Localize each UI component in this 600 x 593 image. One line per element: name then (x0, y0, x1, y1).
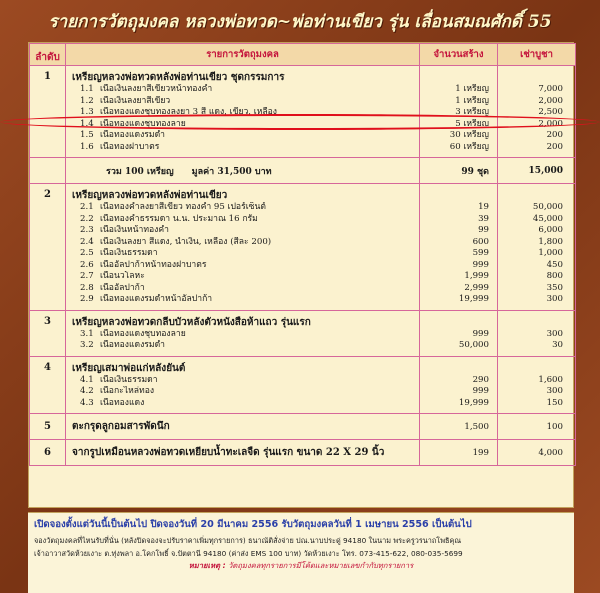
spacer (66, 306, 419, 310)
spacer (66, 153, 419, 157)
item-price: 4,000 (498, 440, 576, 466)
price-table (29, 43, 576, 466)
spacer (498, 352, 575, 356)
header-price: เช่าบูชา (498, 44, 576, 66)
item-number: 3.2 (80, 340, 94, 350)
spacer (498, 66, 575, 84)
item-number: 1.2 (80, 95, 94, 106)
spacer (420, 153, 497, 157)
row-prices (498, 66, 576, 158)
list-item (66, 386, 419, 398)
item-price: 150 (546, 397, 563, 408)
list-item (66, 202, 419, 214)
row-number: 2 (30, 184, 66, 311)
table-row (30, 66, 576, 158)
list-item (66, 260, 419, 272)
footer-notice (28, 512, 574, 593)
row-quantities (420, 356, 498, 414)
summary-row (30, 158, 576, 184)
item-name: เนื้อทองแดง (100, 397, 145, 408)
item-price: 300 (546, 294, 563, 304)
row-items (66, 184, 420, 311)
group-title: เหรียญเสมาพ่อแก่หลังยันต์ (72, 362, 186, 374)
summary-empty (30, 158, 66, 184)
item-name: เนื้ออัลปาก้า (100, 282, 145, 293)
item-name: เนื้อทองคำธรรมดา น.น. ประมาณ 16 กรัม (100, 213, 258, 224)
row-prices (498, 356, 576, 414)
item-number: 3.1 (80, 328, 94, 339)
item-number: 1.6 (80, 141, 94, 152)
item-name: เนื้อทองแดงรมดำหน้าอัลปาก้า (100, 294, 213, 304)
group-title: เหรียญหลวงพ่อทวดหลังพ่อท่านเขียว (72, 190, 228, 201)
list-item (66, 84, 419, 96)
table-body (30, 66, 576, 466)
item-name: เนื้อทองแดงรมดำ (100, 340, 165, 350)
group-title: ตะกรุดลูกอมสารพัดนึก (72, 420, 170, 432)
item-price: 200 (546, 130, 563, 140)
footer-address: เจ้าอาวาสวัดห้วยเงาะ ต.ทุ่งพลา อ.โคกโพธิ์ จ.ปัตตานี 94180 (ค่าส่ง EMS 100 บาท) วัดห้วยเงาะ โทร. 073-415-622, 080-035-5699 (34, 549, 463, 558)
item-qty: 1,999 (464, 271, 489, 281)
item-qty: 600 (472, 236, 489, 247)
group-title: เหรียญหลวงพ่อทวดกลีบบัวหลังตัวหนังสือห้าแถว รุ่นแรก (72, 316, 311, 328)
item-qty: 19,999 (458, 294, 489, 304)
spacer (420, 409, 497, 413)
table-row (30, 440, 576, 466)
spacer (498, 153, 575, 157)
footer-note-label: หมายเหตุ : (188, 561, 226, 570)
list-item (66, 119, 419, 131)
group-title: เหรียญหลวงพ่อทวดหลังพ่อท่านเขียว ชุดกรรมการ (72, 72, 285, 83)
row-items (66, 414, 420, 440)
item-qty: 5 เหรียญ (455, 118, 489, 129)
spacer (420, 357, 497, 375)
item-price: 7,000 (538, 84, 563, 94)
item-qty: 3 เหรียญ (455, 107, 489, 117)
item-qty: 999 (472, 386, 489, 396)
list-item (66, 214, 419, 226)
item-name: เนื้อเงินหน้าทองคำ (100, 225, 169, 235)
footer-note-text: วัตถุมงคลทุกรายการมีโค้ดและหมายเลขกำกับทุกรายการ (228, 561, 414, 570)
page-title: รายการวัตถุมงคล หลวงพ่อทวด~พ่อท่านเขียว รุ่น เลื่อนสมณศักดิ์ 55 (48, 12, 552, 32)
row-number: 6 (30, 440, 66, 466)
item-price: 30 (552, 340, 563, 350)
footer-note (28, 560, 574, 572)
item-price: 6,000 (538, 225, 563, 235)
summary-count: รวม 100 เหรียญ (106, 166, 174, 177)
row-number: 1 (30, 66, 66, 158)
spacer (420, 66, 497, 84)
row-items (66, 356, 420, 414)
item-number: 1.3 (80, 107, 94, 117)
item-name: เนื้อทองแดงชุบทองลงยา 3 สี แดง, เขียว, เหลือง (100, 107, 277, 117)
item-number: 2.4 (80, 236, 94, 247)
table-row (30, 310, 576, 356)
list-item (66, 248, 419, 260)
row-number: 3 (30, 310, 66, 356)
item-number: 2.1 (80, 202, 94, 212)
item-qty: 999 (472, 328, 489, 339)
item-qty: 2,999 (464, 282, 489, 293)
group-title: จากรูปเหมือนหลวงพ่อทวดเหยียบน้ำทะเลจืด รุ่นแรก ขนาด 22 X 29 นิ้ว (72, 446, 385, 458)
list-item (66, 294, 419, 306)
spacer (66, 409, 419, 413)
spacer (498, 357, 575, 375)
header-qty: จำนวนสร้าง (420, 44, 498, 66)
item-price: 100 (498, 414, 576, 440)
list-item (66, 375, 419, 387)
item-price: 450 (546, 259, 563, 270)
list-item (66, 96, 419, 108)
price-list-sheet (28, 42, 574, 508)
row-prices (498, 310, 576, 356)
item-number: 2.6 (80, 259, 94, 270)
summary-label (66, 158, 420, 184)
item-qty: 60 เหรียญ (449, 141, 489, 152)
item-price: 2,000 (538, 95, 563, 106)
footer-dates: เปิดจองตั้งแต่วันนี้เป็นต้นไป ปิดจองวันที่ 20 มีนาคม 2556 รับวัตถุมงคลวันที่ 1 เมษายน 2556 เป็นต้นไป (34, 519, 472, 530)
item-number: 2.7 (80, 271, 94, 281)
item-name: เนื้อกะไหล่ทอง (100, 386, 155, 396)
item-name: เนื้อทองแดงชุบทองลาย (100, 328, 186, 339)
spacer (498, 306, 575, 310)
list-item (66, 107, 419, 119)
item-name: เนื้อเงินลงยา สีแดง, น้ำเงิน, เหลือง (สีละ 200) (100, 236, 272, 247)
item-number: 4.3 (80, 397, 94, 408)
list-item (66, 130, 419, 142)
spacer (420, 311, 497, 329)
item-qty: 599 (472, 248, 489, 258)
list-item (66, 283, 419, 295)
item-number: 1.4 (80, 118, 94, 129)
item-price: 2,000 (538, 118, 563, 129)
item-number: 1.1 (80, 84, 94, 94)
spacer (420, 306, 497, 310)
summary-value: มูลค่า 31,500 บาท (191, 166, 272, 177)
item-name: เนื้อทองฝาบาตร (100, 141, 160, 152)
item-price: 800 (546, 271, 563, 281)
row-items (66, 66, 420, 158)
item-qty: 19 (478, 202, 489, 212)
item-number: 2.8 (80, 282, 94, 293)
spacer (498, 184, 575, 202)
item-qty: 199 (420, 440, 498, 466)
item-qty: 19,999 (458, 397, 489, 408)
list-item (66, 398, 419, 410)
item-price: 45,000 (532, 213, 563, 224)
item-number: 1.5 (80, 130, 94, 140)
item-number: 4.1 (80, 374, 94, 385)
item-price: 2,500 (538, 107, 563, 117)
item-name: เนื้อทองแดงรมดำ (100, 130, 165, 140)
item-price: 300 (546, 328, 563, 339)
list-item (66, 225, 419, 237)
table-row (30, 356, 576, 414)
list-item (66, 271, 419, 283)
list-item (66, 142, 419, 154)
row-quantities (420, 184, 498, 311)
item-price: 200 (546, 141, 563, 152)
item-name: เนื้อทองแดงชุบทองลาย (100, 118, 186, 129)
row-number: 4 (30, 356, 66, 414)
row-quantities (420, 310, 498, 356)
list-item (66, 329, 419, 341)
item-qty: 290 (472, 374, 489, 385)
row-prices (498, 184, 576, 311)
item-number: 2.3 (80, 225, 94, 235)
spacer (498, 409, 575, 413)
item-price: 350 (546, 282, 563, 293)
spacer (498, 311, 575, 329)
row-quantities (420, 66, 498, 158)
header-name: รายการวัตถุมงคล (66, 44, 420, 66)
item-name: เนื้อเงินลงยาสีเขียว (100, 95, 171, 106)
item-price: 1,600 (538, 374, 563, 385)
item-number: 4.2 (80, 386, 94, 396)
item-price: 1,000 (538, 248, 563, 258)
item-number: 2.9 (80, 294, 94, 304)
row-number: 5 (30, 414, 66, 440)
item-qty: 99 (478, 225, 489, 235)
item-name: เนื้อทองคำลงยาสีเขียว ทองคำ 95 เปอร์เซ็นต์ (100, 202, 266, 212)
item-name: เนื้อเงินธรรมดา (100, 248, 158, 258)
header-no: ลำดับ (30, 44, 66, 66)
item-price: 300 (546, 386, 563, 396)
item-qty: 999 (472, 259, 489, 270)
item-price: 1,800 (538, 236, 563, 247)
item-number: 2.2 (80, 213, 94, 224)
table-row (30, 184, 576, 311)
item-qty: 1,500 (420, 414, 498, 440)
item-qty: 1 เหรียญ (455, 95, 489, 106)
spacer (66, 352, 419, 356)
list-item (66, 237, 419, 249)
item-name: เนื้อนวโลหะ (100, 271, 145, 281)
spacer (420, 184, 497, 202)
item-name: เนื้ออัลปาก้าหน้าทองฝาบาตร (100, 259, 207, 270)
footer-order-info: จองวัตถุมงคลที่ไหนรับที่นั่น (หลังปิดจองจะปรับราคาเพิ่มทุกรายการ) ธนาณัติสั่งจ่าย ปณ.นาบประดู่ 94180 ในนาม พระครูวรนาถโพธิคุณ (34, 536, 462, 545)
row-items (66, 310, 420, 356)
item-name: เนื้อเงินธรรมดา (100, 374, 158, 385)
summary-qty: 99 ชุด (420, 158, 498, 184)
item-price: 50,000 (532, 202, 563, 212)
item-qty: 30 เหรียญ (449, 130, 489, 140)
item-qty: 50,000 (458, 340, 489, 350)
table-row (30, 414, 576, 440)
item-qty: 39 (478, 213, 489, 224)
item-number: 2.5 (80, 248, 94, 258)
summary-price: 15,000 (498, 158, 576, 184)
spacer (420, 352, 497, 356)
row-items (66, 440, 420, 466)
item-qty: 1 เหรียญ (455, 84, 489, 94)
list-item (66, 340, 419, 352)
item-name: เนื้อเงินลงยาสีเขียวหน้าทองคำ (100, 84, 213, 94)
